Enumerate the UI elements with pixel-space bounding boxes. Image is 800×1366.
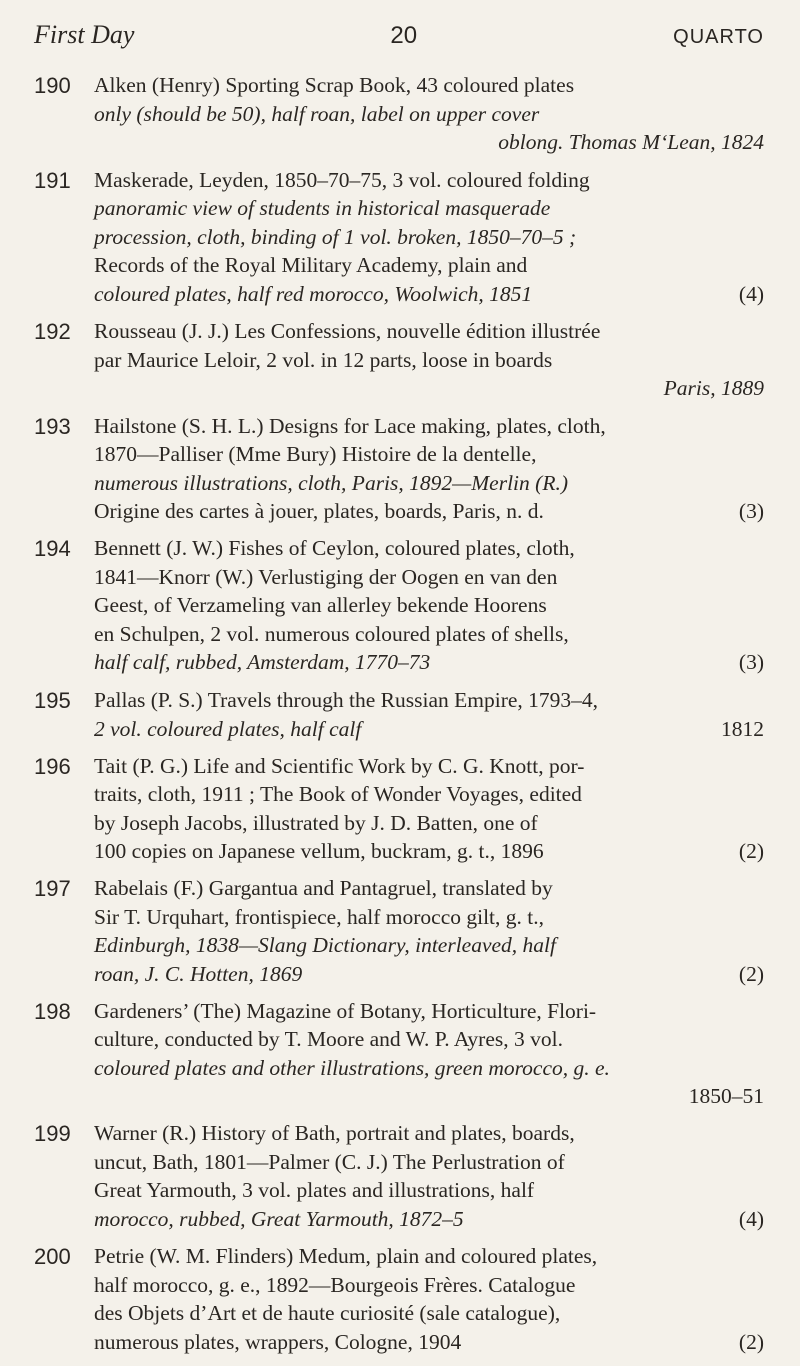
- lot-198: [34, 997, 764, 1111]
- page-header: [34, 20, 764, 60]
- lot-line-with-count: [94, 648, 764, 677]
- lot-line: half morocco, g. e., 1892—Bourgeois Frères. Catalogue: [94, 1272, 576, 1297]
- lot-line: only (should be 50), half roan, label on upper cover: [94, 101, 540, 126]
- lot-number: 190: [34, 73, 71, 98]
- lot-line: Tait (P. G.) Life and Scientific Work by C. G. Knott, por-: [94, 753, 585, 778]
- lot-line: oblong. Thomas M‘Lean, 1824: [498, 130, 764, 154]
- lot-line: panoramic view of students in historical masquerade: [94, 196, 551, 221]
- lot-191: [34, 166, 764, 309]
- lot-line: Rabelais (F.) Gargantua and Pantagruel, translated by: [94, 876, 553, 901]
- lot-line: 2 vol. coloured plates, half calf: [94, 716, 362, 741]
- lot-count: (4): [738, 281, 764, 306]
- lot-line: Sir T. Urquhart, frontispiece, half morocco gilt, g. t.,: [94, 904, 544, 929]
- lot-number: 199: [34, 1121, 71, 1147]
- lot-197: [34, 874, 764, 988]
- lot-count: (2): [738, 1329, 764, 1354]
- running-title: First Day: [34, 20, 135, 49]
- lot-line: Great Yarmouth, 3 vol. plates and illustrations, half: [94, 1178, 535, 1203]
- lot-195: [34, 686, 764, 743]
- lot-number: 196: [34, 753, 71, 779]
- lot-date: 1812: [721, 716, 764, 741]
- lot-line: Paris, 1889: [663, 376, 764, 401]
- lot-line: by Joseph Jacobs, illustrated by J. D. Batten, one of: [94, 810, 538, 835]
- lot-line: Hailstone (S. H. L.) Designs for Lace making, plates, cloth,: [94, 413, 606, 438]
- lot-line: Edinburgh, 1838—Slang Dictionary, interleaved, half: [94, 933, 557, 958]
- lot-number: 195: [34, 688, 71, 713]
- lot-line: Maskerade, Leyden, 1850–70–75, 3 vol. coloured folding: [94, 167, 590, 192]
- lot-line: 1850–51: [688, 1084, 764, 1109]
- lot-number: 198: [34, 998, 71, 1024]
- lot-line: en Schulpen, 2 vol. numerous coloured plates of shells,: [94, 621, 569, 646]
- lot-line: procession, cloth, binding of 1 vol. broken, 1850–70–5 ;: [94, 224, 577, 249]
- page-number: 20: [390, 22, 418, 49]
- lot-line: des Objets d’Art et de haute curiosité (sale catalogue),: [94, 1301, 561, 1325]
- lot-line: numerous illustrations, cloth, Paris, 1892—Merlin (R.): [94, 470, 568, 495]
- lot-line-with-count: [94, 1205, 764, 1234]
- lot-number: 197: [34, 876, 71, 902]
- lot-line-with-count: [94, 497, 764, 526]
- lot-number: 194: [34, 536, 71, 562]
- format-label: QUARTO: [673, 26, 764, 48]
- lot-line: Rousseau (J. J.) Les Confessions, nouvelle édition illustrée: [94, 319, 601, 344]
- lot-line-with-count: [94, 960, 764, 989]
- lot-line: half calf, rubbed, Amsterdam, 1770–73: [94, 650, 431, 675]
- lot-number: 191: [34, 167, 71, 193]
- lot-line: Geest, of Verzameling van allerley bekende Hoorens: [94, 593, 547, 618]
- lot-line: Bennett (J. W.) Fishes of Ceylon, coloured plates, cloth,: [94, 536, 575, 561]
- lot-line: numerous plates, wrappers, Cologne, 1904: [94, 1329, 462, 1354]
- lot-line-with-date: [94, 715, 764, 744]
- lot-line-with-count: [94, 837, 764, 866]
- lot-line: roan, J. C. Hotten, 1869: [94, 961, 303, 986]
- lot-line: Records of the Royal Military Academy, plain and: [94, 253, 528, 278]
- lot-line: coloured plates, half red morocco, Woolwich, 1851: [94, 281, 533, 306]
- lot-line: Gardeners’ (The) Magazine of Botany, Horticulture, Flori-: [94, 998, 597, 1023]
- lot-line: culture, conducted by T. Moore and W. P. Ayres, 3 vol.: [94, 1027, 563, 1052]
- lot-count: (2): [738, 839, 764, 864]
- lot-number: 193: [34, 413, 71, 439]
- lot-line: Alken (Henry) Sporting Scrap Book, 43 coloured plates: [94, 73, 575, 97]
- lot-line-with-count: [94, 280, 764, 309]
- lot-line: Warner (R.) History of Bath, portrait and plates, boards,: [94, 1121, 575, 1146]
- lot-line: 100 copies on Japanese vellum, buckram, g. t., 1896: [94, 839, 544, 864]
- lot-line: uncut, Bath, 1801—Palmer (C. J.) The Perlustration of: [94, 1149, 565, 1174]
- lot-192: [34, 317, 764, 403]
- lot-196: [34, 752, 764, 866]
- lot-190: [34, 71, 764, 157]
- lot-194: [34, 534, 764, 677]
- lot-line: coloured plates and other illustrations, green morocco, g. e.: [94, 1055, 610, 1080]
- lot-line: Petrie (W. M. Flinders) Medum, plain and coloured plates,: [94, 1244, 598, 1268]
- lot-number: 192: [34, 319, 71, 345]
- lot-line: Pallas (P. S.) Travels through the Russian Empire, 1793–4,: [94, 688, 599, 712]
- lot-line: Origine des cartes à jouer, plates, boards, Paris, n. d.: [94, 499, 544, 524]
- lot-199: [34, 1119, 764, 1233]
- lot-193: [34, 412, 764, 526]
- lot-count: (3): [738, 650, 764, 675]
- lot-line: morocco, rubbed, Great Yarmouth, 1872–5: [94, 1206, 464, 1231]
- lot-count: (4): [738, 1206, 764, 1231]
- lot-line: 1841—Knorr (W.) Verlustiging der Oogen en van den: [94, 564, 558, 589]
- lot-count: (3): [738, 499, 764, 524]
- lot-line: traits, cloth, 1911 ; The Book of Wonder Voyages, edited: [94, 782, 582, 807]
- lot-line: par Maurice Leloir, 2 vol. in 12 parts, loose in boards: [94, 347, 553, 372]
- lot-200: [34, 1242, 764, 1356]
- lot-line: 1870—Palliser (Mme Bury) Histoire de la dentelle,: [94, 442, 537, 467]
- lot-count: (2): [738, 961, 764, 986]
- lot-number: 200: [34, 1244, 71, 1269]
- lot-line-with-count: [94, 1328, 764, 1357]
